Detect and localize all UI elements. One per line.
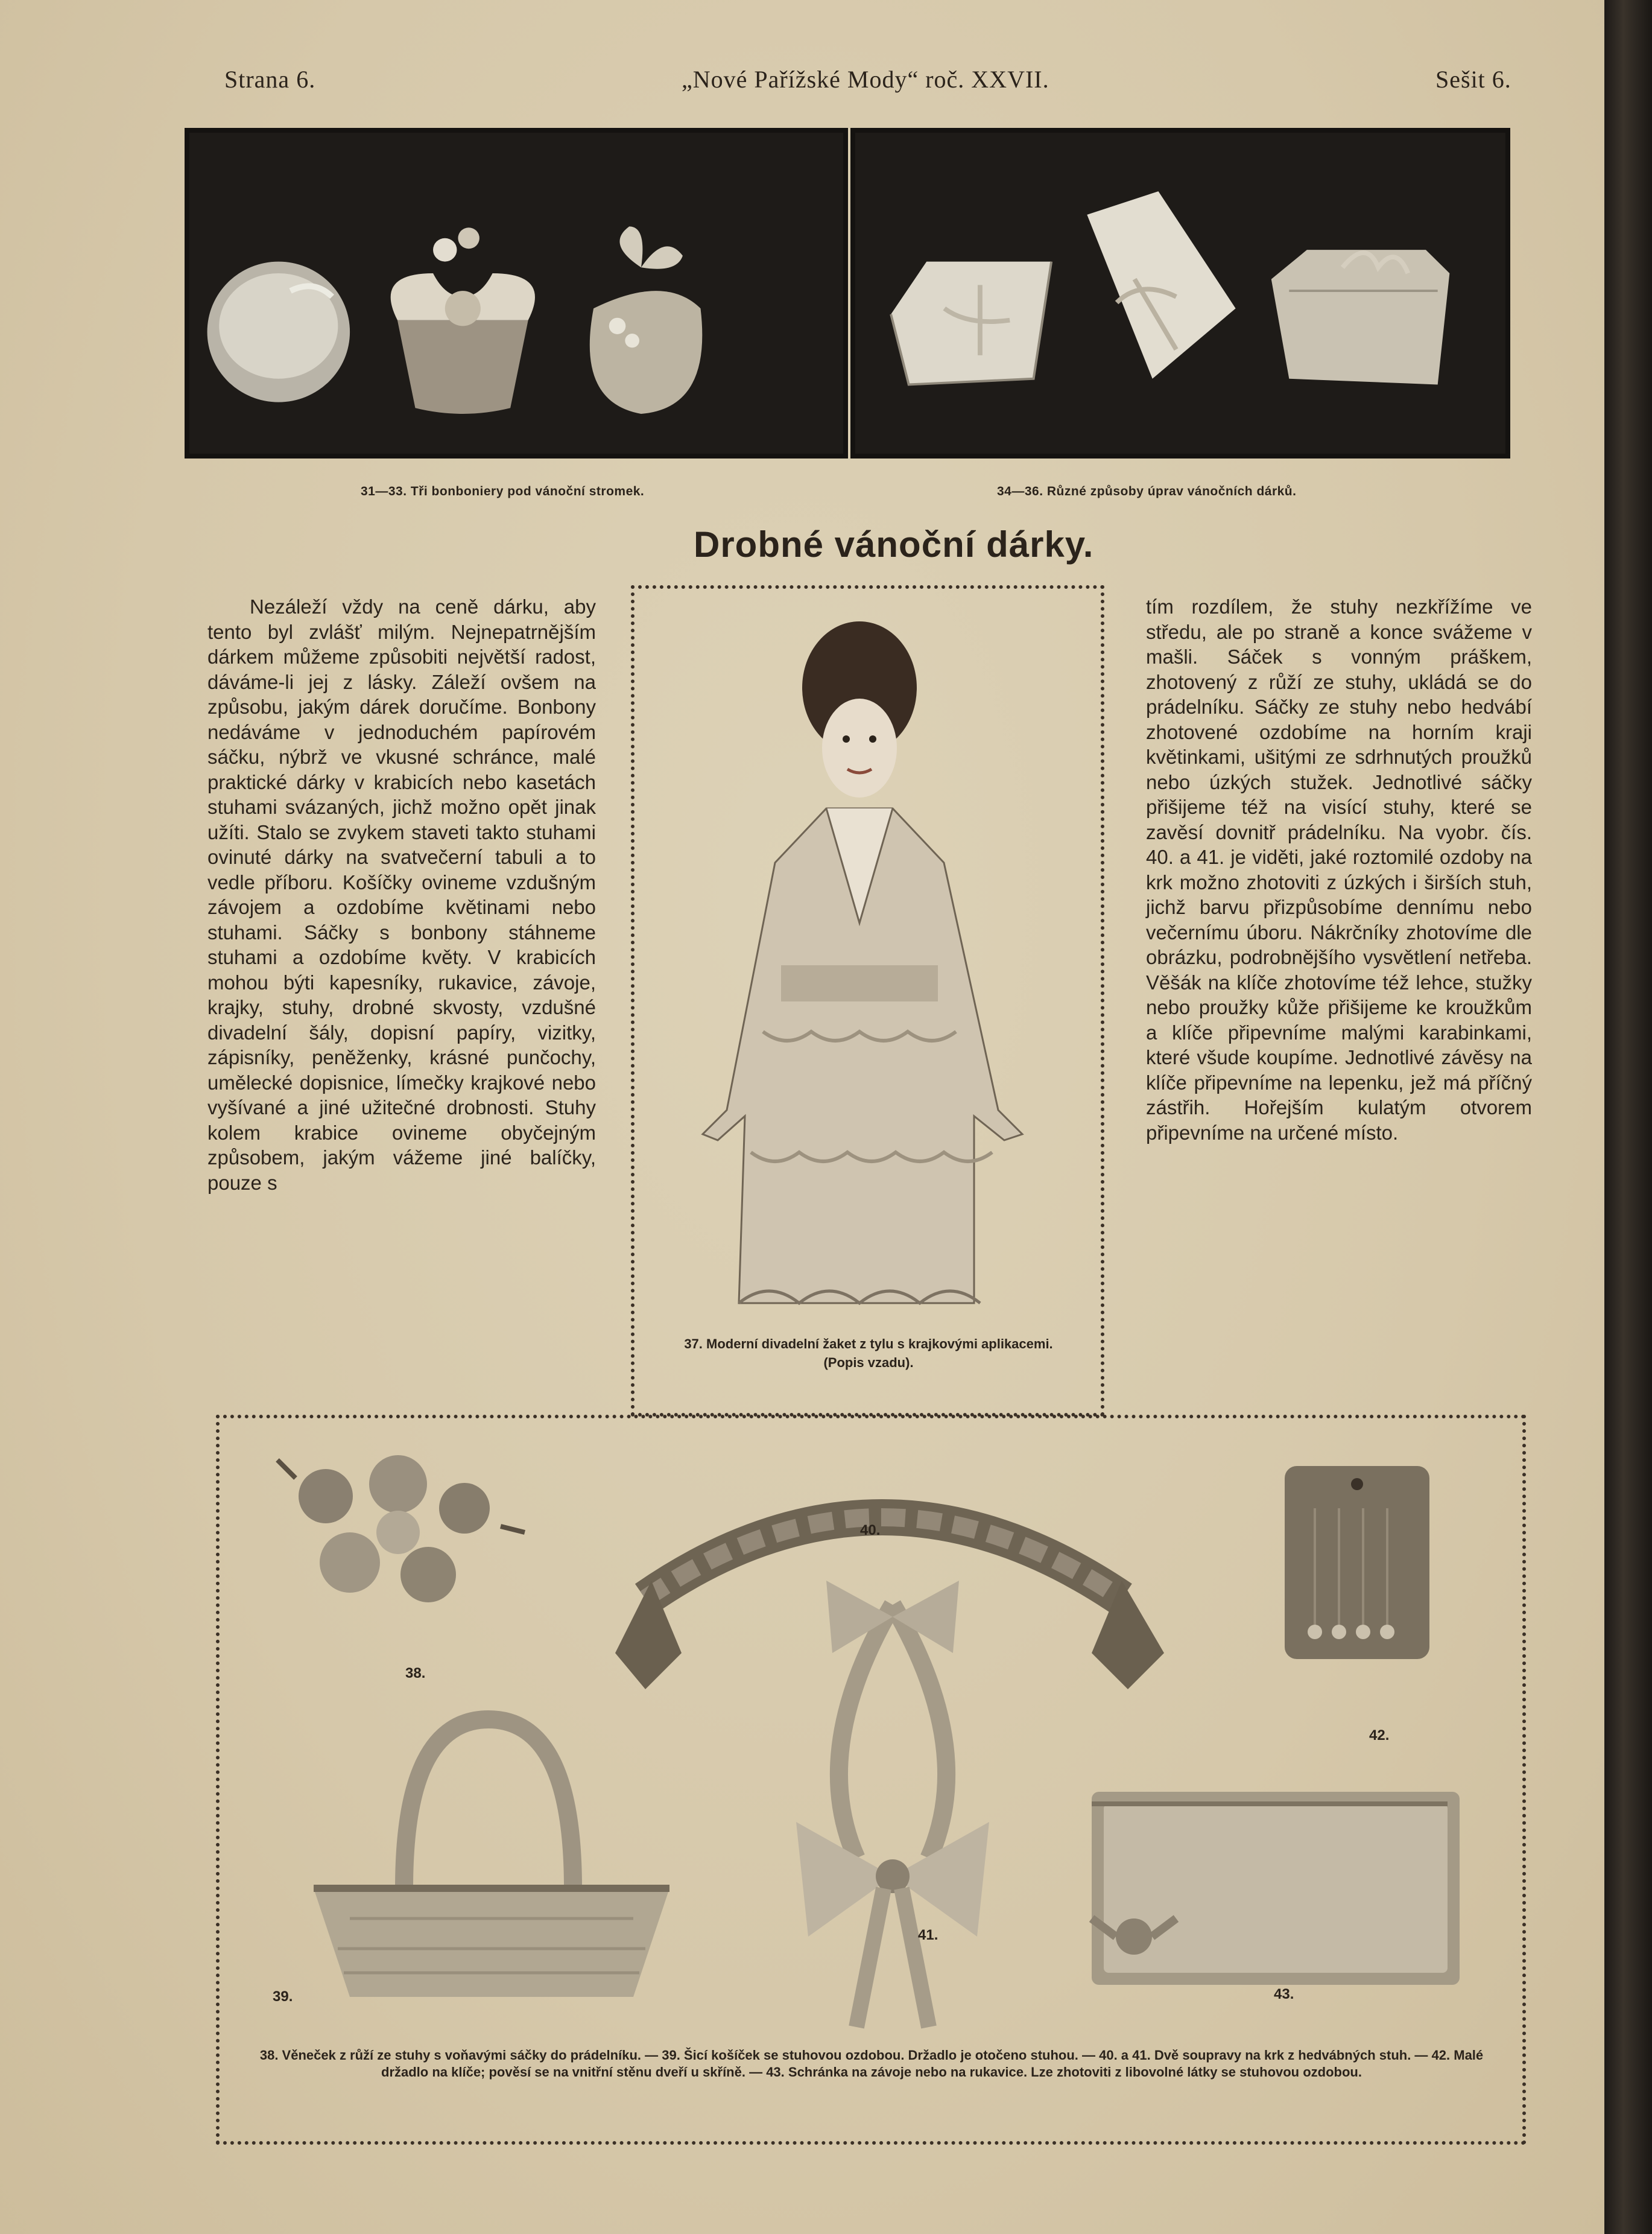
photo-caption-34-36: 34—36. Různé způsoby úprav vánočních dárků. (997, 484, 1297, 498)
bonbonieres-illustration (189, 133, 843, 454)
figure-label-38: 38. (405, 1665, 426, 1681)
article-title: Drobné vánoční dárky. (694, 524, 1094, 565)
veil-box-43-illustration (1086, 1786, 1466, 1991)
wrapped-gifts-illustration (855, 133, 1505, 454)
figures-38-43-caption: 38. Věneček z růží ze stuhy s voňavými sáčky do prádelníku. — 39. Šicí košíček se stuhovou ozdobou. Držadlo je otočeno stuhou. — 40. a 41. Dvě soupravy na krk z hedvábných stuh. — 42. Malé držadlo na klíče; pověsí se na vnitřní stěnu dveří u skříně. — 43. Schránka na závoje nebo na rukavice. Lze zhotoviti z libovolné látky se stuhovou ozdobou. (259, 2048, 1484, 2080)
figure-37-caption: 37. Moderní divadelní žaket z tylu s krajkovými aplikacemi. (Popis vzadu). (684, 1336, 1053, 1370)
figure-label-42: 42. (1369, 1727, 1390, 1744)
sewing-basket-39-illustration (296, 1707, 688, 2015)
issue-number: Sešit 6. (1435, 66, 1511, 93)
theatre-jacket-illustration (660, 609, 1083, 1333)
article-right-column: tím rozdílem, že stuhy nezkřížíme ve středu, ale po straně a konce svážeme v mašli. Sáček s vonným práškem, zhotovený z růží ze stuhy, ukládá se do prádelníku. Sáčky ze stuhy nebo hedvábí zhotovené ozdobíme na horním kraji květinkami, ušitými ze sdrhnutých proužků nebo úzkých stužek. Jednotlivé sáčky přišijeme též na visící stuhy, které se zavěsí dovnitř prádelníku. Na vyobr. čís. 40. a 41. je viděti, jaké roztomilé ozdoby na krk možno zhotoviti z úzkých i širších stuh, jichž barvu přizpůsobíme dennímu nebo večernímu úboru. Nákrčníky zhotovíme dle obrázku, podrobnějšího vysvětlení netřeba. Věšák na klíče zhotovíme též lehce, stužky nebo proužky kůže přišijeme ke kroužkům a klíče připevníme malými karabinkami, které všude koupíme. Jednotlivé závěsy na klíče připevníme na lepenku, jež má příčný zástřih. Hořejším kulatým otvorem připevníme na určené místo. (1146, 595, 1532, 1144)
figure-label-43: 43. (1274, 1986, 1294, 2002)
key-holder-42-illustration (1279, 1460, 1442, 1671)
page-number: Strana 6. (224, 66, 316, 93)
photo-wrapped-gifts (850, 128, 1510, 459)
figure-label-40: 40. (860, 1522, 881, 1538)
article-left-column: Nezáleží vždy na ceně dárku, aby tento byl zvlášť milým. Nejnepatrnějším dárkem můžeme způsobiti největší radost, dáváme-li jej z lásky. Záleží ovšem na způsobu, jakým dárek doručíme. Bonbony nedáváme v jednoduchém papírovém sáčku, nýbrž ve vkusné schránce, malé praktické dárky v krabicích nebo kasetách stuhami svázaných, jichž možno opět jinak užíti. Stalo se zvykem staveti takto stuhami ovinuté dárky na svatvečerní tabuli a to vedle příboru. Košíčky ovineme vzdušným závojem a ozdobíme květinami nebo stuhami. Sáčky s bonbony stáhneme stuhami a ozdobíme květy. V krabicích mohou býti kapesníky, rukavice, závoje, krajky, stuhy, drobné skvosty, vzdušné divadelní šály, dopisní papíry, vizitky, zápisníky, peněženky, krásné punčochy, umělecké dopisnice, límečky krajkové nebo vyšívané a jiné užitečné drobnosti. Stuhy kolem krabice ovineme obyčejným způsobem, jakým vážeme jiné balíčky, pouze s (207, 595, 596, 1194)
rose-wreath-38-illustration (259, 1442, 537, 1647)
magazine-title: „Nové Pařížské Mody“ roč. XXVII. (682, 66, 1049, 93)
figure-label-41: 41. (918, 1927, 938, 1943)
book-binding-edge (1604, 0, 1652, 2234)
ribbon-bow-41-illustration (736, 1569, 1049, 2045)
figure-label-39: 39. (273, 1988, 293, 2005)
photo-caption-31-33: 31—33. Tři bonboniery pod vánoční stromek. (361, 484, 645, 498)
photo-bonbonieres (185, 128, 848, 459)
